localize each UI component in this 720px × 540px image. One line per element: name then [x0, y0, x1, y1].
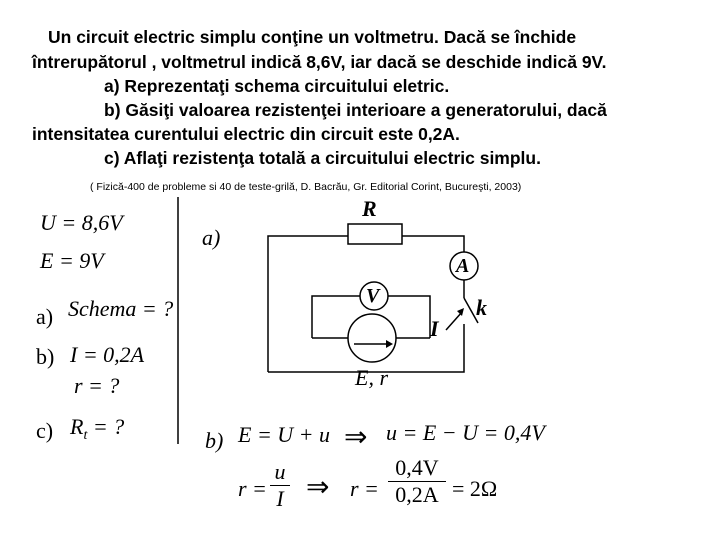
r-formula-lhs: r = [238, 476, 267, 501]
fraction-i-denominator: I [276, 486, 284, 511]
solution-b-label: b) [205, 428, 224, 453]
part-c-label: c) [36, 418, 54, 443]
problem-line-3: a) Reprezentaţi schema circuitului eletric. [104, 76, 450, 96]
equation-e-u-u: E = U + u [238, 422, 331, 447]
fraction-u-numerator: u [274, 459, 286, 484]
source-label: E, r [355, 365, 388, 390]
r-result-value: = 2Ω [452, 476, 498, 501]
resistor-symbol [348, 224, 402, 244]
wire-left-top [268, 236, 348, 372]
given-E: E = 9V [40, 248, 104, 273]
problem-line-4: b) Găsiţi valoarea rezistenţei interioare a generatorului, dacă [104, 100, 607, 120]
current-label: I [430, 316, 439, 341]
fraction-numeric [388, 456, 446, 507]
problem-line-6: c) Aflaţi rezistenţa totală a circuitului electric simplu. [104, 148, 541, 168]
given-Rt-symbol: R [70, 414, 84, 439]
given-schema: Schema = ? [68, 296, 174, 321]
implies-icon: ⇒ [344, 422, 368, 453]
part-a-label: a) [36, 304, 54, 329]
circuit-part-label: a) [202, 225, 221, 250]
fraction-u-over-i [270, 460, 290, 511]
resistor-label: R [362, 196, 377, 221]
r-result-lhs: r = [350, 476, 379, 501]
generator-symbol [348, 314, 396, 362]
fraction-numeric-numerator: 0,4V [395, 455, 439, 480]
part-b-label: b) [36, 344, 55, 369]
given-I: I = 0,2A [70, 342, 145, 367]
given-Rt-rest: = ? [92, 414, 125, 439]
given-Rt-subscript: t [83, 428, 88, 443]
given-U: U = 8,6V [40, 210, 123, 235]
fraction-numeric-denominator: 0,2A [395, 482, 439, 507]
source-citation: ( Fizică-400 de probleme si 40 de teste-grilă, D. Bacrău, Gr. Editorial Corint, Bucureşti, 2003) [90, 181, 522, 193]
given-r: r = ? [74, 373, 120, 398]
current-arrow-icon [446, 312, 462, 330]
problem-line-1: Un circuit electric simplu conţine un voltmetru. Dacă se închide [48, 27, 577, 47]
problem-line-5: intensitatea curentului electric din circuit este 0,2A. [32, 124, 460, 144]
wire-top-right [402, 236, 464, 252]
ammeter-label: A [456, 255, 470, 277]
implies-icon-2: ⇒ [306, 472, 330, 503]
switch-label: k [476, 295, 487, 320]
voltmeter-label: V [366, 285, 380, 307]
equation-u-value: u = E − U = 0,4V [386, 420, 545, 445]
problem-line-2: întrerupătorul , voltmetrul indică 8,6V, iar dacă se deschide indică 9V. [32, 52, 607, 72]
